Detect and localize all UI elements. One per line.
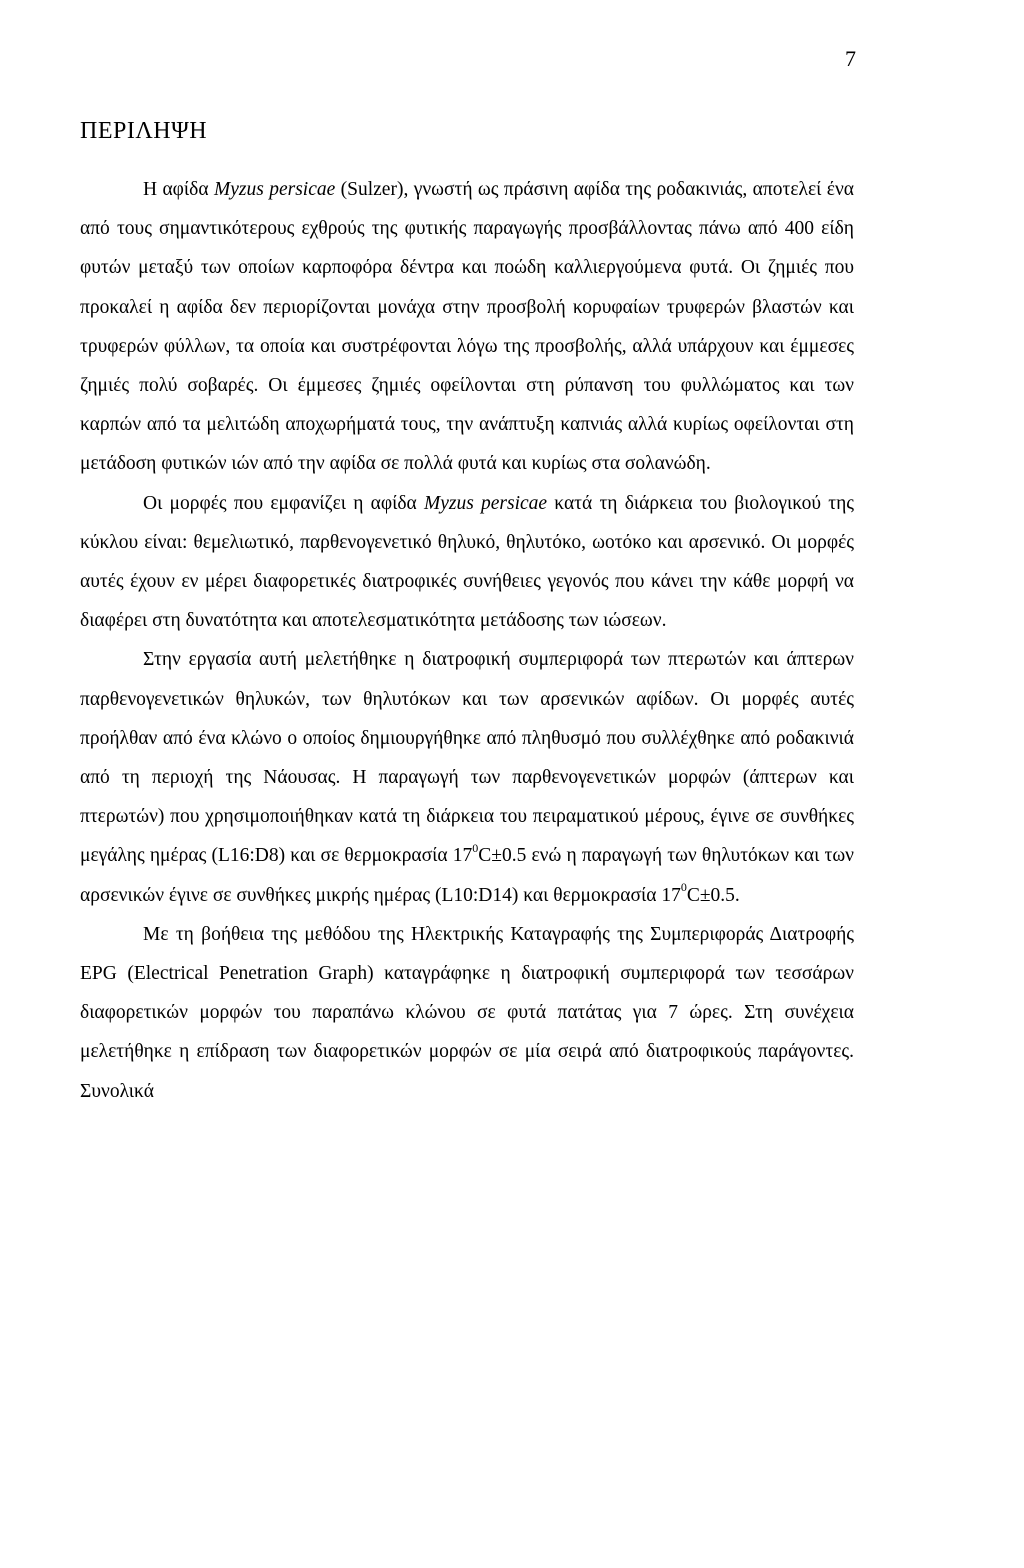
summary-body bbox=[80, 170, 854, 1111]
paragraph-2: Οι μορφές που εμφανίζει η αφίδα Myzus persicae κατά τη διάρκεια του βιολογικού της κύκλου είναι: θεμελιωτικό, παρθενογενετικό θηλυκό, θηλυτόκο, ωοτόκο και αρσενικό. Οι μορφές αυτές έχουν εν μέρει διαφορετικές διατροφικές συνήθειες γεγονός που κάνει την κάθε μορφή να διαφέρει στη δυνατότητα και αποτελεσματικότητα μετάδοσης των ιώσεων. bbox=[80, 492, 854, 632]
superscript: 0 bbox=[680, 880, 687, 895]
species-name: Myzus persicae bbox=[423, 492, 548, 514]
section-heading: ΠΕΡΙΛΗΨΗ bbox=[80, 118, 208, 144]
superscript: 0 bbox=[472, 840, 479, 855]
species-name: Myzus persicae bbox=[213, 179, 336, 200]
page-number: 7 bbox=[845, 46, 856, 71]
paragraph-4: Με τη βοήθεια της μεθόδου της Ηλεκτρικής Καταγραφής της Συμπεριφοράς Διατροφής EPG (Electrical Penetration Graph) καταγράφηκε η διατροφική συμπεριφορά των τεσσάρων διαφορετικών μορφών του παραπάνω κλώνου σε φυτά πατάτας για 7 ώρες. Στη συνέχεια μελετήθηκε η επίδραση των διαφορετικών μορφών σε μία σειρά από διατροφικούς παράγοντες. Συνολικά bbox=[80, 923, 854, 1102]
paragraph-3: Στην εργασία αυτή μελετήθηκε η διατροφική συμπεριφορά των πτερωτών και άπτερων παρθενογενετικών θηλυκών, των θηλυτόκων και των αρσενικών αφίδων. Οι μορφές αυτές προήλθαν από ένα κλώνο ο οποίος δημιουργήθηκε από πληθυσμό που συλλέχθηκε από ροδακινιά από τη περιοχή της Νάουσας. Η παραγωγή των παρθενογενετικών μορφών (άπτερων και πτερωτών) που χρησιμοποιήθηκαν κατά τη διάρκεια του πειραματικού μέρους, έγινε σε συνθήκες μεγάλης ημέρας (L16:D8) και σε θερμοκρασία $17^0C\pm 0.5$ ενώ η παραγωγή των θηλυτόκων και των αρσενικών έγινε σε συνθήκες μικρής ημέρας (L10:D14) και θερμοκρασία $17^0C\pm 0.5$. bbox=[80, 649, 854, 906]
paragraph-1: Η αφίδα Myzus persicae (Sulzer), γνωστή ως πράσινη αφίδα της ροδακινιάς, αποτελεί ένα από τους σημαντικότερους εχθρούς της φυτικής παραγωγής προσβάλλοντας πάνω από 400 είδη φυτών μεταξύ των οποίων καρποφόρα δέντρα και ποώδη καλλιεργούμενα φυτά. Οι ζημιές που προκαλεί η αφίδα δεν περιορίζονται μονάχα στην προσβολή κορυφαίων τρυφερών βλαστών και τρυφερών φύλλων, τα οποία και συστρέφονται λόγω της προσβολής, αλλά υπάρχουν και έμμεσες ζημιές πολύ σοβαρές. Οι έμμεσες ζημιές οφείλονται στη ρύπανση του φυλλώματος και των καρπών από τα μελιτώδη αποχωρήματά τους, την ανάπτυξη καπνιάς αλλά κυρίως οφείλονται στη μετάδοση φυτικών ιών από την αφίδα σε πολλά φυτά και κυρίως στα σολανώδη. bbox=[80, 179, 854, 475]
